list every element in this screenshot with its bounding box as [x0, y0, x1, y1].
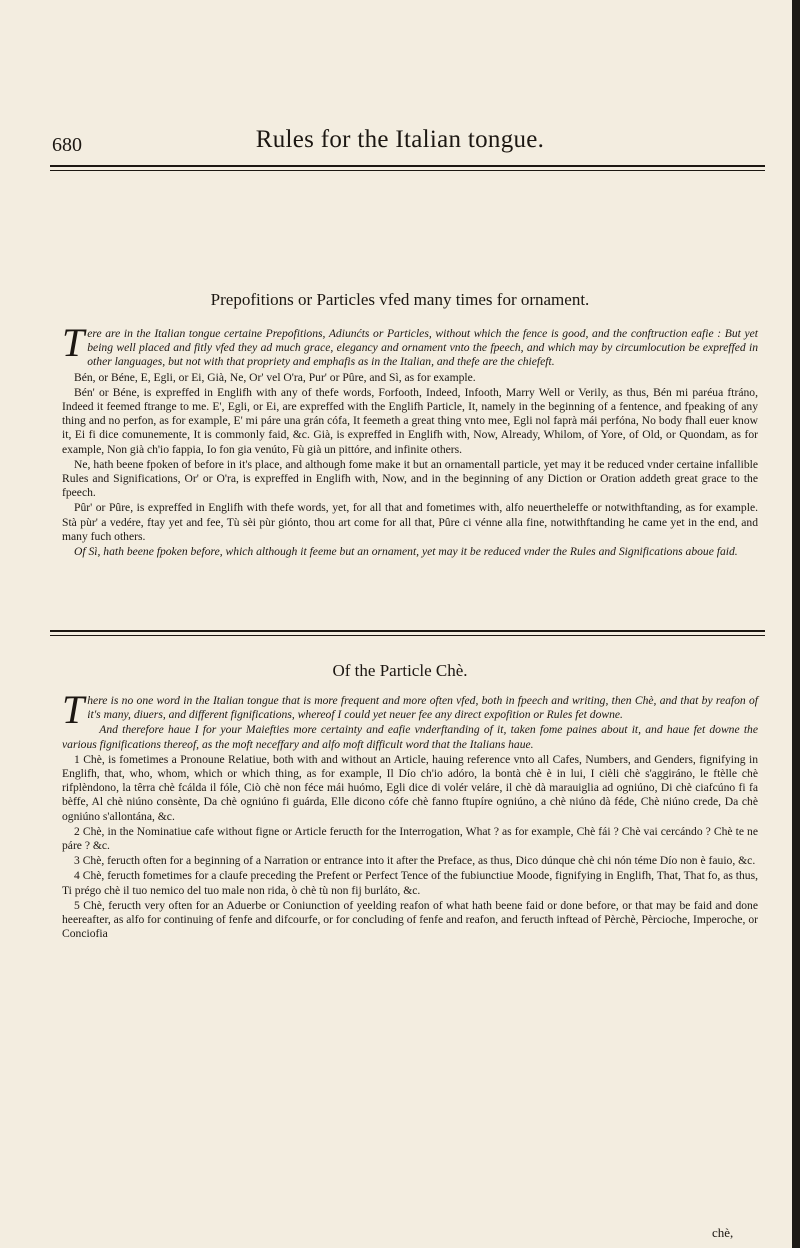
catchword: chè, [712, 1225, 734, 1240]
paragraph [62, 687, 758, 732]
paragraph: Ne, hath beene fpoken of before in it's place, and although fome make it but an ornamentall particle, yet may it be reduced vnder certaine infallible Rules and Significations, Or' or O'ra, is expreffed in Englifh with, Now, and in the beginning of any Diction or Oration addeth great grace to the fpeech. [62, 457, 758, 500]
section-rule [50, 630, 765, 632]
paragraph-text: here is no one word in the Italian tongue that is more frequent and more often vfed, both in fpeech and writing, then Chè, and that by reafon of it's many, diuers, and different fignifications, whereof I could yet neuer fee any direct expofition or Rules fet downe. [87, 694, 758, 722]
paragraph: 1 Chè, is fometimes a Pronoune Relatiue, both with and without an Article, hauing reference vnto all Cafes, Numbers, and Genders, fignifying in Englifh, that, who, whom, which or which thing, as for example, Il Dío ch'io adóro, la bontà chè è in lui, I cièli chè s'aggiráno, le ftèlle chè rifplèndono, la têrra chè fcálda il fóle, Ciò chè non féce mái huómo, Egli dice di volér veláre, il chè dà marauiglia ad ogniúno, Di chè ciafcúno fi fa bèffe, Al chè niúno consènte, Da chè ogniúno fi guárda, Elle dicono cófe chè fanno ftupíre ogniúno, a chè niúno dà féde, Chè niúno crede, Da chè ogniúno s'allontána, &c. [62, 752, 758, 823]
header-rule [50, 165, 765, 167]
page-number: 680 [52, 134, 82, 156]
paragraph: 2 Chè, in the Nominatiue cafe without figne or Article feructh for the Interrogation, What ? as for example, Chè fái ? Chè vai cercándo ? Chè te ne páre ? &c. [62, 824, 758, 853]
paragraph: Bén, or Béne, E, Egli, or Ei, Già, Ne, Or' vel O'ra, Pur' or Pûre, and Sì, as for example. [74, 370, 476, 384]
drop-cap: T [62, 320, 85, 365]
paragraph: Bén' or Béne, is expreffed in Englifh with any of thefe words, Forfooth, Indeed, Infooth, Marry Well or Verily, as thus, Bén mi paréua ftráno, Indeed it feemed ftrange to me. E', Egli, or Ei, are expreffed with the Englifh Particle, It, namely in the beginning of a fentence, and fpeaking of any thing and no perfon, as for example, E' mi páre una grán cófa, It feemeth a great thing vnto mee, Egli nol faprà mái perfóna, No body fhall euer know it, Ei fi dice comunemente, It is commonly faid, &c. Già, is expreffed in Englifh with, Now, Already, Whilom, of Yore, of Old, or Quondam, as for example, Non già ch'io fappia, Io fon gia venúto, Fù già un pittóre, and infinite others. [62, 385, 758, 456]
paragraph: 4 Chè, feructh fometimes for a claufe preceding the Prefent or Perfect Tence of the fubiunctiue Moode, fignifying in Englifh, That, That fo, as thus, Ti prégo chè il tuo nemico del tuo male non rida, ò chè tù non fij burláto, &c. [62, 869, 758, 897]
section-body-prepositions [62, 320, 758, 560]
paragraph-text: ere are in the Italian tongue certaine Prepofitions, Adiunćts or Particles, without which the fence is good, and the conftruction eafie : But yet being well placed and fitly vfed they ad much grace, elegancy and ornament vnto the fpeech, and which may by circumlocution be expreffed in other languages, but not with that propriety and emphafis as in the Italian, and thefe are the chiefeft. [87, 327, 758, 369]
header-rule-thin [50, 170, 765, 171]
section-rule-thin [50, 635, 765, 636]
paragraph: Pûr' or Pûre, is expreffed in Englifh with thefe words, yet, for all that and fometimes with, alfo neuertheleffe or notwithftanding, as for example. Stà pùr' a vedére, ftay yet and fee, Tù sèi pùr giónto, thou art come for all that, Pûre ci vénne alla fine, notwithftanding he came yet in the end, and many fuch others. [62, 501, 758, 543]
drop-cap: T [62, 687, 85, 732]
paragraph [62, 320, 758, 370]
section-heading-particle-che: Of the Particle Chè. [332, 661, 468, 680]
paragraph: Of Sì, hath beene fpoken before, which although it feeme but an ornament, yet may it be reduced vnder the Rules and Significations aboue faid. [74, 545, 738, 559]
paragraph: 3 Chè, feructh often for a beginning of a Narration or entrance into it after the Preface, as thus, Dico dúnque chè chi nón téme Dío non è fauio, &c. [74, 854, 756, 868]
running-title: Rules for the Italian tongue. [255, 126, 545, 153]
section-body-particle-che [62, 687, 758, 942]
section-heading-prepositions: Prepofitions or Particles vfed many times for ornament. [210, 290, 590, 309]
paragraph: 5 Chè, feructh very often for an Aduerbe or Coniunction of yeelding reafon of what hath beene faid or done before, or that may be faid and done heereafter, as alfo for continuing of fenfe and difcourfe, or for concluding of fenfe and reafon, and feructh inftead of Pèrchè, Pèrcioche, Imperoche, or Conciofia [62, 898, 758, 941]
paragraph: And therefore haue I for your Maiefties more certainty and eafie vnderftanding of it, taken fome paines about it, and haue fet downe the various fignifications thereof, as the moft neceffary and alfo moft difficult word that the Italians haue. [62, 723, 758, 751]
page-edge-shadow [792, 0, 800, 1248]
